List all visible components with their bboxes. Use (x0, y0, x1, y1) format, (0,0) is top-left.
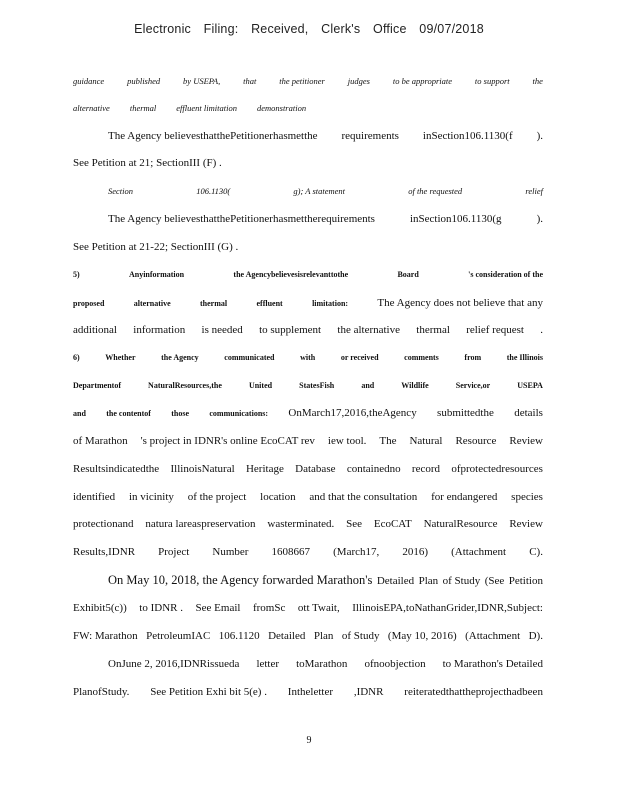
text-run: Results,IDNR (73, 546, 136, 558)
filing-header: Electronic Filing: Received, Clerk's Office 09/07/2018 (134, 22, 484, 36)
text-run: Whether (105, 353, 136, 362)
text-run: of the requested (408, 186, 463, 196)
text-run: C). (529, 546, 543, 558)
text-run: See Petition at 21; SectionIII (F) . (73, 157, 222, 169)
text-run: Database (295, 463, 336, 475)
text-line (73, 351, 543, 365)
text-run: OnJune 2, 2016,IDNRissueda (108, 658, 240, 670)
text-line (73, 434, 543, 448)
text-run: alternative (133, 299, 171, 308)
text-run: for endangered (431, 491, 498, 503)
text-run: Section (108, 186, 134, 196)
text-run: ott Twait, (297, 602, 340, 614)
text-run: toMarathon (296, 658, 348, 670)
text-run: the Agencybelievesisrelevanttothe (233, 270, 349, 279)
text-run: Detailed (376, 575, 415, 587)
text-run: to be appropriate (392, 76, 453, 86)
text-run: effluent (256, 299, 283, 308)
text-run: iew tool. (327, 435, 367, 447)
text-run: alternative (73, 103, 110, 113)
text-run: Heritage (245, 463, 284, 475)
text-run: 106.1120 (218, 630, 260, 642)
text-run: by USEPA, (183, 76, 221, 86)
text-run: communications: (209, 409, 269, 418)
text-run: Board (397, 270, 419, 279)
text-run: Departmentof (73, 381, 121, 390)
text-run: IllinoisEPA,toNathanGrider,IDNR,Subject: (352, 602, 543, 614)
text-run: species (511, 491, 543, 503)
text-line (73, 685, 543, 699)
text-run: record (411, 463, 440, 475)
text-run: protectionand (73, 518, 134, 530)
text-line (108, 129, 543, 143)
text-run: proposed (73, 299, 105, 308)
text-run: Detailed (268, 630, 306, 642)
text-run: USEPA (517, 381, 543, 390)
text-run: to support (474, 76, 510, 86)
text-run: judges (347, 76, 370, 86)
text-run: Review (509, 518, 543, 530)
text-run: See (346, 518, 363, 530)
text-run: 106.1130( (196, 186, 231, 196)
text-run: location (260, 491, 296, 503)
text-run: Plan (418, 575, 439, 587)
text-run: ofprotectedresources (451, 463, 543, 475)
text-line (73, 74, 543, 88)
text-run: the Illinois (506, 353, 543, 362)
text-run: those (171, 409, 190, 418)
text-run: information (133, 324, 186, 336)
text-run: Wildlife (401, 381, 429, 390)
text-line (108, 657, 543, 671)
text-run: to Marathon's Detailed (442, 658, 543, 670)
text-run: the (532, 76, 543, 86)
text-run: communicated (224, 353, 275, 362)
text-run: ,IDNR (353, 686, 384, 698)
text-run: of Marathon (73, 435, 128, 447)
text-run: The Agency believesthatthePetitionerhasmetthe (108, 130, 318, 142)
text-run: OnMarch17,2016,theAgency (288, 407, 417, 419)
text-run: 's consideration of the (468, 270, 543, 279)
text-run: Intheletter (287, 686, 333, 698)
text-run: the contentof (106, 409, 151, 418)
text-run: Exhibit5(c)) (73, 602, 127, 614)
text-run: See Email (195, 602, 241, 614)
text-run: effluent limitation (176, 103, 237, 113)
text-run: identified (73, 491, 116, 503)
text-run: Petition (508, 575, 543, 587)
text-run: and (361, 381, 375, 390)
text-run: inSection106.1130(g (409, 213, 502, 225)
text-run: ). (536, 130, 543, 142)
text-run: demonstration (256, 103, 307, 113)
text-line (73, 629, 543, 643)
text-line (108, 184, 543, 198)
text-line (73, 268, 543, 282)
text-run: StatesFish (299, 381, 335, 390)
text-line (73, 296, 543, 311)
text-run: limitation: (312, 299, 349, 308)
text-line (73, 490, 543, 504)
text-run: See Petition at 21-22; SectionIII (G) . (73, 241, 239, 253)
text-run: (See (484, 575, 505, 587)
text-run: EcoCAT (373, 518, 412, 530)
text-run: wasterminated. (267, 518, 335, 530)
text-run: The Agency believesthatthePetitionerhasmettherequirements (108, 213, 375, 225)
text-run: from (464, 353, 482, 362)
text-line (108, 573, 543, 588)
text-line (73, 379, 543, 393)
text-run: Anyinformation (128, 270, 185, 279)
text-run: ). (536, 213, 543, 225)
text-run: Plan (313, 630, 334, 642)
text-run: in vicinity (128, 491, 174, 503)
text-run: Review (509, 435, 543, 447)
text-run: reiteratedthattheprojecthadbeen (404, 686, 543, 698)
text-run: is needed (201, 324, 243, 336)
text-run: additional (73, 324, 117, 336)
text-run: Number (212, 546, 249, 558)
text-line (73, 101, 543, 115)
text-line (73, 240, 543, 254)
text-run: The (379, 435, 397, 447)
text-run: the petitioner (279, 76, 325, 86)
text-run: PlanofStudy. (73, 686, 130, 698)
text-run: See Petition Exhi bit 5(e) . (150, 686, 267, 698)
text-run: to supplement (259, 324, 322, 336)
text-run: The Agency does not believe that any (377, 297, 543, 309)
text-run: g); A statement (293, 186, 346, 196)
text-run: thermal (129, 103, 157, 113)
text-run: Resource (455, 435, 497, 447)
text-run: submittedthe (437, 407, 494, 419)
text-run: requirements (341, 130, 399, 142)
text-run: NaturalResource (423, 518, 498, 530)
text-run: Resultsindicatedthe (73, 463, 160, 475)
text-line (73, 156, 543, 170)
text-run: On May 10, 2018, the Agency forwarded Marathon's (108, 573, 373, 587)
text-run: IllinoisNatural (170, 463, 235, 475)
text-run: 's project in IDNR's online EcoCAT rev (140, 435, 315, 447)
text-run: published (127, 76, 161, 86)
text-run: thermal (416, 324, 450, 336)
text-run: (Attachment (465, 630, 521, 642)
text-run: 5) (73, 270, 80, 279)
text-run: of the project (187, 491, 247, 503)
text-line (73, 406, 543, 421)
text-run: natura lareaspreservation (145, 518, 256, 530)
text-run: PetroleumIAC (146, 630, 211, 642)
text-run: that (243, 76, 257, 86)
text-run: Service,or (455, 381, 491, 390)
text-line (108, 212, 543, 226)
text-run: inSection106.1130(f (422, 130, 513, 142)
text-run: and that the consultation (309, 491, 418, 503)
text-line (73, 517, 543, 531)
text-run: details (514, 407, 543, 419)
text-run: ofnoobjection (364, 658, 426, 670)
text-run: 1608667 (271, 546, 311, 558)
text-run: of Study (341, 630, 380, 642)
text-run: FW: Marathon (73, 630, 138, 642)
text-run: comments (404, 353, 439, 362)
text-run: of Study (442, 575, 481, 587)
text-run: letter (256, 658, 280, 670)
text-run: NaturalResources,the (148, 381, 222, 390)
text-line (73, 462, 543, 476)
text-line (73, 323, 543, 337)
text-run: relief request (466, 324, 524, 336)
text-run: (March17, (333, 546, 380, 558)
text-run: and (73, 409, 86, 418)
text-run: to IDNR . (139, 602, 183, 614)
text-run: (May 10, 2016) (387, 630, 457, 642)
text-run: 2016) (402, 546, 429, 558)
page-number: 9 (306, 735, 312, 746)
text-run: D). (528, 630, 543, 642)
text-run: or received (340, 353, 379, 362)
text-run: relief (525, 186, 543, 196)
text-run: (Attachment (451, 546, 507, 558)
text-run: Project (158, 546, 190, 558)
text-run: the alternative (337, 324, 400, 336)
text-run: with (300, 353, 316, 362)
text-run: 6) (73, 353, 80, 362)
text-run: thermal (200, 299, 228, 308)
text-run: the Agency (161, 353, 199, 362)
text-line (73, 545, 543, 559)
text-run: United (248, 381, 273, 390)
text-line (73, 601, 543, 615)
text-run: containedno (346, 463, 401, 475)
text-run: . (540, 324, 543, 336)
text-run: fromSc (252, 602, 286, 614)
text-run: Natural (409, 435, 443, 447)
text-run: guidance (73, 76, 105, 86)
